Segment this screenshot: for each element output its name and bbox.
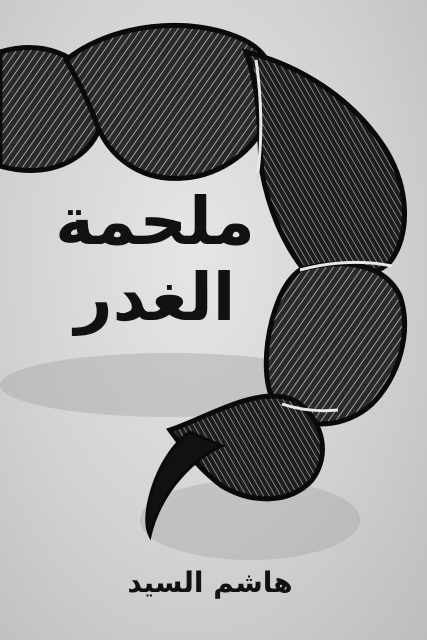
author-name: هاشم السيد [127,566,293,599]
book-title-line-1: ملحمة [55,183,255,260]
tail-segment-2 [66,25,274,178]
book-title-line-2: الغدر [74,259,236,336]
